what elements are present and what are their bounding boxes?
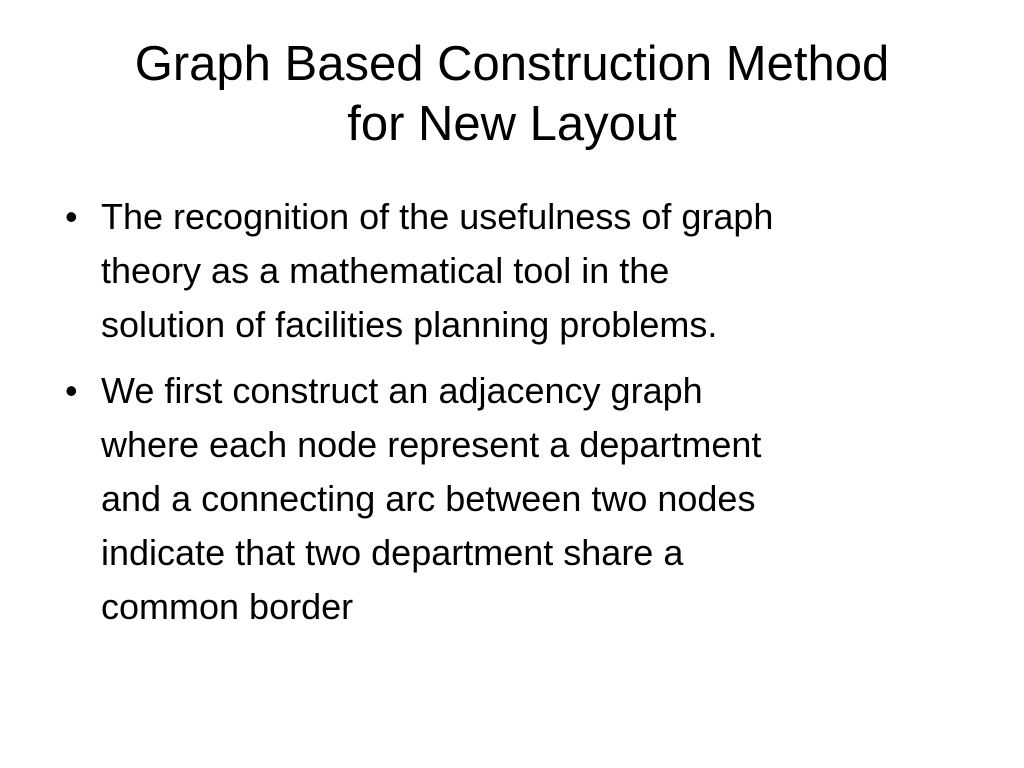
slide-title-line: Graph Based Construction Method: [134, 37, 890, 91]
bullet-icon: •: [65, 370, 78, 411]
bullet-item: [60, 190, 980, 352]
slide-title-line: for New Layout: [347, 97, 677, 151]
bullet-text-line: We first construct an adjacency graph: [101, 370, 703, 411]
bullet-text-line: where each node represent a department: [101, 424, 762, 465]
bullet-icon: •: [65, 196, 78, 237]
bullet-text-line: theory as a mathematical tool in the: [101, 250, 670, 291]
slide-title: [40, 34, 984, 154]
bullet-list: [60, 190, 980, 646]
bullet-text-line: common border: [101, 586, 354, 627]
bullet-text-line: indicate that two department share a: [101, 532, 684, 573]
bullet-item: [60, 364, 980, 634]
bullet-text-line: The recognition of the usefulness of graph: [101, 196, 774, 237]
bullet-text-line: solution of facilities planning problems.: [101, 304, 718, 345]
bullet-text-line: and a connecting arc between two nodes: [101, 478, 756, 519]
